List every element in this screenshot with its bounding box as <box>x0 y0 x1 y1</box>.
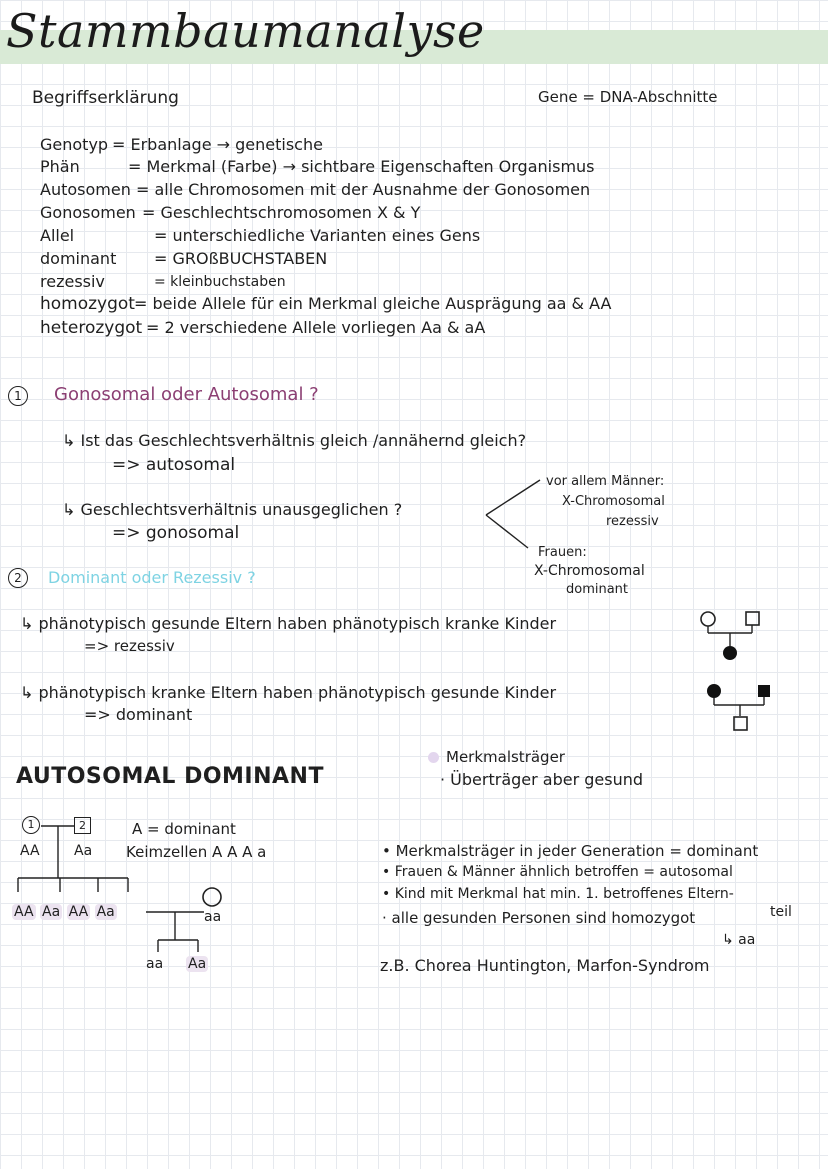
def-value: = GROßBUCHSTABEN <box>154 249 328 268</box>
section-1-number: 1 <box>8 386 28 406</box>
def-term: rezessiv <box>40 272 105 291</box>
def-term: heterozygot <box>40 318 143 338</box>
def-value: = alle Chromosomen mit der Ausnahme der Gonosomen <box>136 180 591 199</box>
fact-3: • Kind mit Merkmal hat min. 1. betroffenes Eltern- <box>382 886 734 902</box>
germ-cells: Keimzellen A A A a <box>126 843 267 861</box>
legend-transmitter: · Überträger aber gesund <box>440 770 644 789</box>
parent-2-genotype: Aa <box>74 843 93 859</box>
branch-bottom-line-3: dominant <box>566 582 629 597</box>
section-1-answer-1: => autosomal <box>112 455 236 475</box>
section-2-result-2: => dominant <box>84 705 193 724</box>
section-2-number: 2 <box>8 568 28 588</box>
children-genotypes <box>12 904 117 920</box>
partner-genotype: aa <box>204 909 222 925</box>
section-2-result-1: => rezessiv <box>84 637 175 655</box>
def-value: = kleinbuchstaben <box>154 274 286 290</box>
fact-4-note: ↳ aa <box>722 932 756 948</box>
parent-2-symbol: 2 <box>74 817 91 834</box>
def-term: Phän <box>40 157 80 176</box>
def-value: = Geschlechtschromosomen X & Y <box>142 203 421 222</box>
section-1-question-1: ↳ Ist das Geschlechtsverhältnis gleich /annähernd gleich? <box>62 431 527 450</box>
fact-4-continued: teil <box>770 904 792 920</box>
section-2-rule-2: ↳ phänotypisch kranke Eltern haben phänotypisch gesunde Kinder <box>20 683 557 702</box>
def-value: = unterschiedliche Varianten eines Gens <box>154 226 481 245</box>
legend-carrier: Merkmalsträger <box>446 748 565 766</box>
child-genotype: Aa <box>96 904 115 920</box>
def-term: Autosomen <box>40 180 131 199</box>
fact-4: · alle gesunden Personen sind homozygot <box>382 909 696 927</box>
child-genotype: AA <box>68 904 89 920</box>
def-term: dominant <box>40 249 117 268</box>
branch-bottom-line-1: Frauen: <box>538 545 587 560</box>
child-genotype: Aa <box>42 904 61 920</box>
grandchild-genotype: Aa <box>188 956 207 972</box>
section-1-question-2: ↳ Geschlechtsverhältnis unausgeglichen ? <box>62 500 403 519</box>
child-genotype: AA <box>14 904 34 920</box>
page-title: Stammbaumanalyse <box>6 4 485 58</box>
parent-1-genotype: AA <box>20 843 40 859</box>
def-term: Gonosomen <box>40 203 136 222</box>
section-2-heading: Dominant oder Rezessiv ? <box>48 568 256 587</box>
gene-note: Gene = DNA-Abschnitte <box>538 88 718 106</box>
branch-bottom-line-2: X-Chromosomal <box>534 563 645 579</box>
def-term: Genotyp <box>40 135 109 154</box>
grandchild-genotype: aa <box>146 956 164 972</box>
def-value: = Merkmal (Farbe) → sichtbare Eigenschaften Organismus <box>128 157 595 176</box>
section-2-rule-1: ↳ phänotypisch gesunde Eltern haben phänotypisch kranke Kinder <box>20 614 557 633</box>
branch-top-line-3: rezessiv <box>606 514 659 529</box>
grandchild-genotype-marked <box>186 956 208 972</box>
parent-1-symbol: 1 <box>22 816 40 834</box>
def-term: Allel <box>40 226 75 245</box>
section-1-heading: Gonosomal oder Autosomal ? <box>54 384 319 405</box>
example-diseases: z.B. Chorea Huntington, Marfon-Syndrom <box>380 956 710 975</box>
def-value: = Erbanlage → genetische <box>112 135 323 154</box>
fact-2: • Frauen & Männer ähnlich betroffen = autosomal <box>382 864 733 880</box>
branch-top-line-2: X-Chromosomal <box>562 494 665 509</box>
fact-1: • Merkmalsträger in jeder Generation = dominant <box>382 842 759 860</box>
autosomal-dominant-heading: AUTOSOMAL DOMINANT <box>16 764 324 789</box>
def-term: homozygot <box>40 294 135 314</box>
def-value: = beide Allele für ein Merkmal gleiche Ausprägung aa & AA <box>134 294 612 313</box>
branch-top-line-1: vor allem Männer: <box>546 474 665 489</box>
page-subtitle: Begriffserklärung <box>32 88 179 108</box>
allele-note: A = dominant <box>132 820 236 838</box>
section-1-answer-2: => gonosomal <box>112 523 240 543</box>
def-value: = 2 verschiedene Allele vorliegen Aa & aA <box>146 318 486 337</box>
